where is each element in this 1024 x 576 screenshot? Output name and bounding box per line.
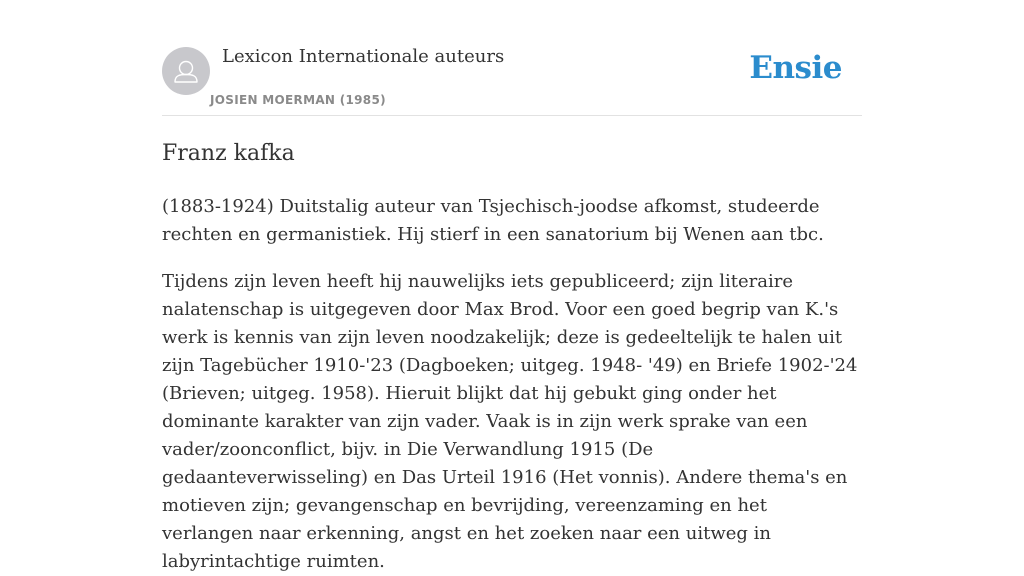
article-title: Franz kafka [162, 141, 295, 166]
brand-logo[interactable]: Ensie [749, 50, 842, 86]
user-avatar-icon [162, 47, 210, 95]
article-content [162, 138, 862, 576]
author-byline[interactable]: JOSIEN MOERMAN (1985) [210, 93, 386, 107]
source-title[interactable]: Lexicon Internationale auteurs [222, 46, 505, 67]
source-header [162, 40, 862, 116]
article-paragraph: Tijdens zijn leven heeft hij nauwelijks iets gepubliceerd; zijn literaire nalatenschap is uitgegeven door Max Brod. Voor een goed begrip van K.'s werk is kennis van zijn leven noodzakelijk; deze is gedeeltelijk te halen uit zijn Tagebücher 1910-'23 (Dagboeken; uitgeg. 1948- '49) en Briefe 1902-'24 (Brieven; uitgeg. 1958). Hieruit blijkt dat hij gebukt ging onder het dominante karakter van zijn vader. Vaak is in zijn werk sprake van een vader/zoonconflict, bijv. in Die Verwandlung 1915 (De gedaanteverwisseling) en Das Urteil 1916 (Het vonnis). Andere thema's en motieven zijn; gevangenschap en bevrijding, vereenzaming en het verlangen naar erkenning, angst en het zoeken naar een uitweg in labyrintachtige ruimten. [162, 271, 858, 572]
article-paragraph: (1883-1924) Duitstalig auteur van Tsjechisch-joodse afkomst, studeerde rechten en germanistiek. Hij stierf in een sanatorium bij Wenen aan tbc. [162, 196, 824, 245]
